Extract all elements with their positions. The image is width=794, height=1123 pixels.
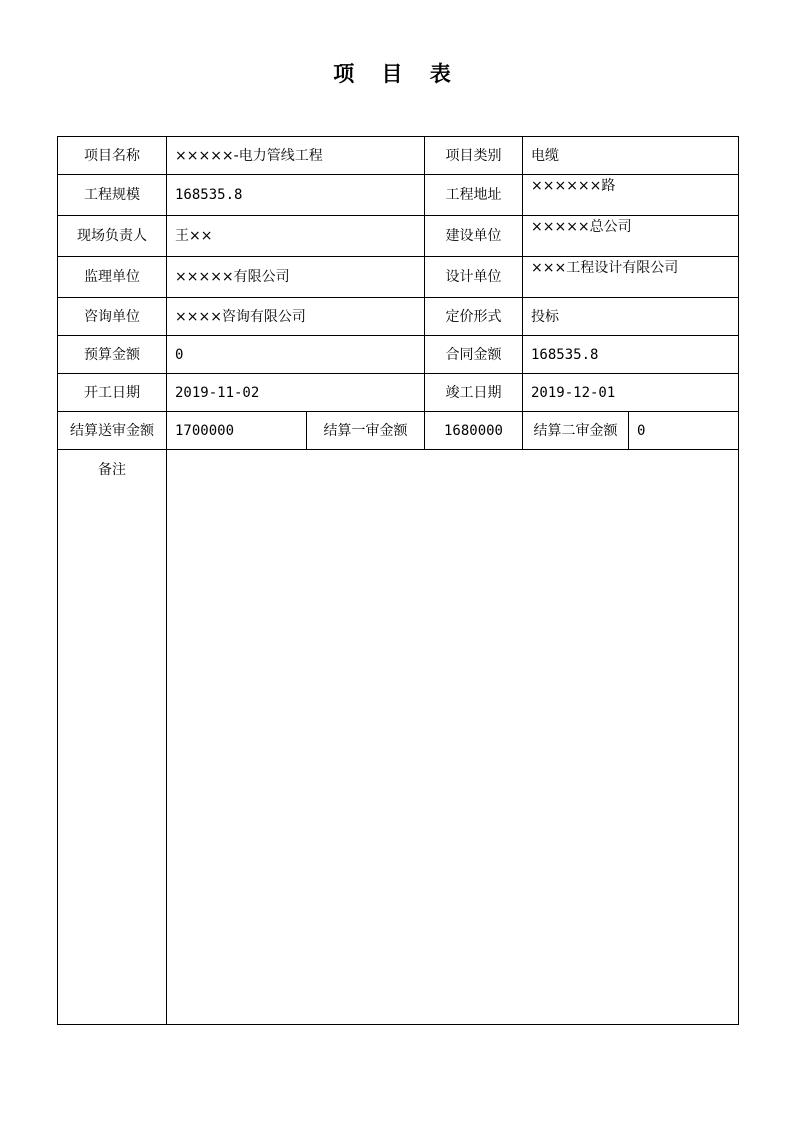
designer-label: 设计单位 (425, 257, 523, 298)
table-row (58, 412, 739, 450)
supervisor-value: ×××××有限公司 (167, 257, 425, 298)
contract-amount-value: 168535.8 (523, 336, 739, 374)
completion-date-value: 2019-12-01 (523, 374, 739, 412)
completion-date-label: 竣工日期 (425, 374, 523, 412)
address-label: 工程地址 (425, 175, 523, 216)
table-row (58, 216, 739, 257)
scale-value: 168535.8 (167, 175, 425, 216)
table-row (58, 298, 739, 336)
address-value: ××××××路 (523, 175, 739, 216)
table-row (58, 257, 739, 298)
budget-label: 预算金额 (58, 336, 167, 374)
pricing-form-value: 投标 (523, 298, 739, 336)
consultant-label: 咨询单位 (58, 298, 167, 336)
start-date-label: 开工日期 (58, 374, 167, 412)
scale-label: 工程规模 (58, 175, 167, 216)
remarks-label: 备注 (58, 450, 167, 1025)
project-name-label: 项目名称 (58, 137, 167, 175)
pricing-form-label: 定价形式 (425, 298, 523, 336)
builder-label: 建设单位 (425, 216, 523, 257)
designer-value: ×××工程设计有限公司 (523, 257, 739, 298)
remarks-value (167, 450, 739, 1025)
page-title: 项 目 表 (333, 61, 461, 86)
consultant-value: ××××咨询有限公司 (167, 298, 425, 336)
builder-value: ×××××总公司 (523, 216, 739, 257)
settlement-submitted-label: 结算送审金额 (58, 412, 167, 450)
budget-value: 0 (167, 336, 425, 374)
contract-amount-label: 合同金额 (425, 336, 523, 374)
site-manager-label: 现场负责人 (58, 216, 167, 257)
settlement-first-label: 结算一审金额 (307, 412, 425, 450)
settlement-second-label: 结算二审金额 (523, 412, 629, 450)
project-type-label: 项目类别 (425, 137, 523, 175)
table-row (58, 450, 739, 1025)
supervisor-label: 监理单位 (58, 257, 167, 298)
table-row (58, 137, 739, 175)
table-row (58, 374, 739, 412)
table-row (58, 336, 739, 374)
table-row (58, 175, 739, 216)
project-table (57, 136, 739, 1025)
settlement-submitted-value: 1700000 (167, 412, 307, 450)
project-name-value: ×××××-电力管线工程 (167, 137, 425, 175)
project-type-value: 电缆 (523, 137, 739, 175)
settlement-first-value: 1680000 (425, 412, 523, 450)
start-date-value: 2019-11-02 (167, 374, 425, 412)
settlement-second-value: 0 (629, 412, 739, 450)
site-manager-value: 王×× (167, 216, 425, 257)
